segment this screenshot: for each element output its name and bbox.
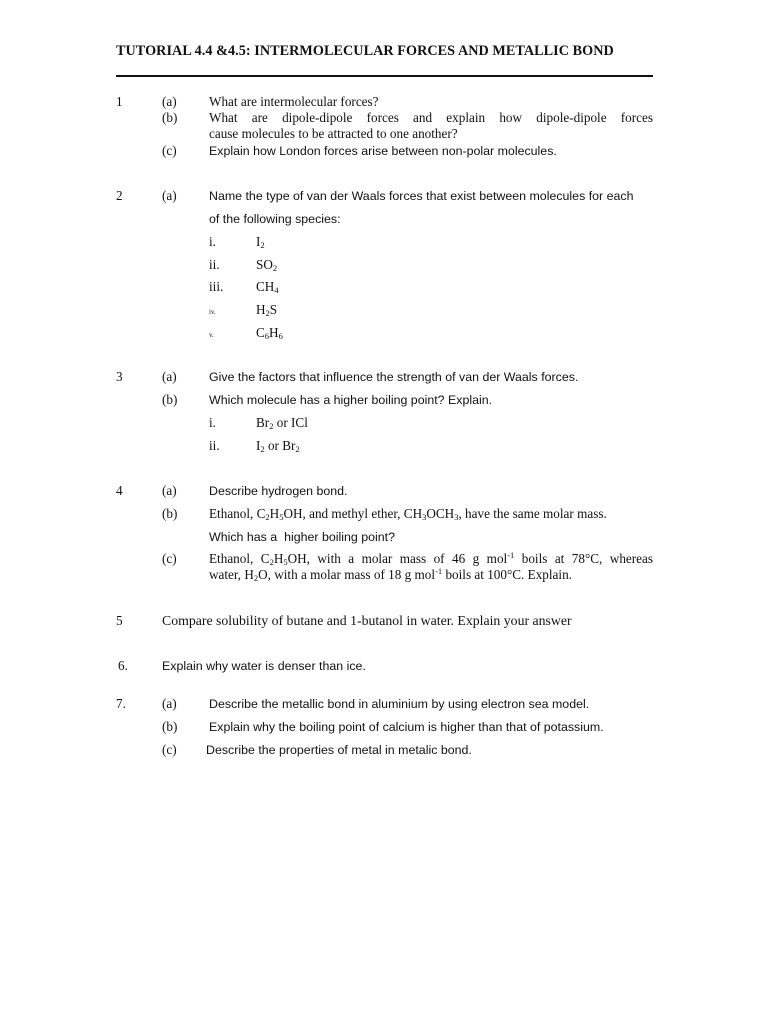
q2-a-line2: of the following species: xyxy=(209,212,341,226)
q7-a-label: (a) xyxy=(162,696,177,711)
q4-a-text: Describe hydrogen bond. xyxy=(209,484,348,498)
q3-a-label: (a) xyxy=(162,369,177,384)
q7-b-text: Explain why the boiling point of calcium is higher than that of potassium. xyxy=(209,720,604,734)
formula-subscript: 2 xyxy=(260,444,265,454)
formula-subscript: 2 xyxy=(295,444,300,454)
q1-c-label: (c) xyxy=(162,143,177,158)
q3-b-text: Which molecule has a higher boiling point? Explain. xyxy=(209,393,493,407)
formula-part: or Br xyxy=(264,438,296,453)
q2-item-formula xyxy=(256,257,277,273)
title-underline xyxy=(116,75,653,77)
text-part: Ethanol, C xyxy=(209,506,266,521)
q7-c-text: Describe the properties of metal in metalic bond. xyxy=(206,743,472,757)
q3-b-label: (b) xyxy=(162,392,178,407)
q2-item-formula xyxy=(256,325,283,341)
q2-item-roman: i. xyxy=(209,234,216,249)
q2-item-roman: iv. xyxy=(209,308,216,316)
formula-subscript: 5 xyxy=(279,512,284,522)
q6-number: 6. xyxy=(118,658,128,673)
q5-number: 5 xyxy=(116,613,123,628)
formula-part: SO xyxy=(256,257,273,272)
formula-part: or ICl xyxy=(273,415,308,430)
text-part: , have the same molar mass. xyxy=(458,506,607,521)
formula-subscript: 2 xyxy=(272,263,278,273)
q3-number: 3 xyxy=(116,369,123,384)
q1-number: 1 xyxy=(116,94,123,109)
text-part: OH, and methyl ether, CH xyxy=(283,506,423,521)
q7-number: 7. xyxy=(116,696,126,711)
q2-item-formula xyxy=(256,302,277,318)
formula-subscript: 2 xyxy=(253,573,259,583)
q3-item-formula xyxy=(256,438,300,454)
text-part: Ethanol, C xyxy=(209,551,270,566)
q3-item-formula xyxy=(256,415,308,431)
q2-item-roman: ii. xyxy=(209,257,220,272)
q2-item-roman: v. xyxy=(209,331,214,339)
formula-subscript: 3 xyxy=(454,512,459,522)
superscript: -1 xyxy=(507,550,515,560)
q7-b-label: (b) xyxy=(162,719,178,734)
text-part: OCH xyxy=(426,506,455,521)
formula-subscript: 2 xyxy=(269,557,274,567)
formula-part: CH xyxy=(256,279,275,294)
document-title: TUTORIAL 4.4 &4.5: INTERMOLECULAR FORCES AND METALLIC BOND xyxy=(116,43,614,59)
q4-b-label: (b) xyxy=(162,506,178,521)
text-part: boils at 78°C, whereas xyxy=(514,551,653,566)
q4-b-line2: Which has a higher boiling point? xyxy=(209,530,395,544)
q1-b-line1: What are dipole-dipole forces and explain how dipole-dipole forces xyxy=(209,110,653,125)
q1-c-text: Explain how London forces arise between non-polar molecules. xyxy=(209,144,557,158)
formula-part: H xyxy=(256,302,266,317)
text-part: OH, with a molar mass of 46 g mol xyxy=(287,551,508,566)
formula-subscript: 2 xyxy=(265,308,270,318)
q3-item-roman: i. xyxy=(209,415,216,430)
q4-c-line2 xyxy=(209,567,572,583)
q7-a-text: Describe the metallic bond in aluminium by using electron sea model. xyxy=(209,697,590,711)
q4-c-label: (c) xyxy=(162,551,177,566)
q3-a-text: Give the factors that influence the strength of van der Waals forces. xyxy=(209,370,579,384)
q2-item-formula xyxy=(256,279,279,295)
q2-a-label: (a) xyxy=(162,188,177,203)
q1-b-line2: cause molecules to be attracted to one another? xyxy=(209,126,458,141)
q4-c-line1 xyxy=(209,551,653,567)
q6-text: Explain why water is denser than ice. xyxy=(162,659,366,673)
formula-part: I xyxy=(256,234,261,249)
q1-a-text: What are intermolecular forces? xyxy=(209,94,379,109)
text-part: boils at 100°C. Explain. xyxy=(442,567,572,582)
q2-a-line1: Name the type of van der Waals forces that exist between molecules for each xyxy=(209,189,634,203)
q3-item-roman: ii. xyxy=(209,438,220,453)
q4-number: 4 xyxy=(116,483,123,498)
formula-subscript: 3 xyxy=(422,512,427,522)
text-part: O, with a molar mass of 18 g mol xyxy=(258,567,436,582)
superscript: -1 xyxy=(435,566,443,576)
formula-part: C xyxy=(256,325,265,340)
formula-part: S xyxy=(269,302,278,317)
formula-part: I xyxy=(256,438,261,453)
formula-subscript: 2 xyxy=(260,240,265,250)
formula-part: Br xyxy=(256,415,270,430)
formula-subscript: 4 xyxy=(274,285,279,295)
q1-a-label: (a) xyxy=(162,94,177,109)
formula-subscript: 6 xyxy=(264,331,270,341)
q7-c-label: (c) xyxy=(162,742,177,757)
formula-subscript: 6 xyxy=(278,331,283,341)
text-part: H xyxy=(269,506,280,521)
text-part: water, H xyxy=(209,567,254,582)
q2-item-formula xyxy=(256,234,265,250)
q4-b-line1 xyxy=(209,506,607,522)
formula-part: H xyxy=(269,325,279,340)
formula-subscript: 5 xyxy=(283,557,288,567)
q1-b-label: (b) xyxy=(162,110,178,125)
formula-subscript: 2 xyxy=(265,512,270,522)
formula-subscript: 2 xyxy=(269,421,274,431)
text-part: H xyxy=(273,551,284,566)
q2-number: 2 xyxy=(116,188,123,203)
q5-text: Compare solubility of butane and 1-butanol in water. Explain your answer xyxy=(162,613,572,628)
q2-item-roman: iii. xyxy=(209,279,224,294)
q4-a-label: (a) xyxy=(162,483,177,498)
